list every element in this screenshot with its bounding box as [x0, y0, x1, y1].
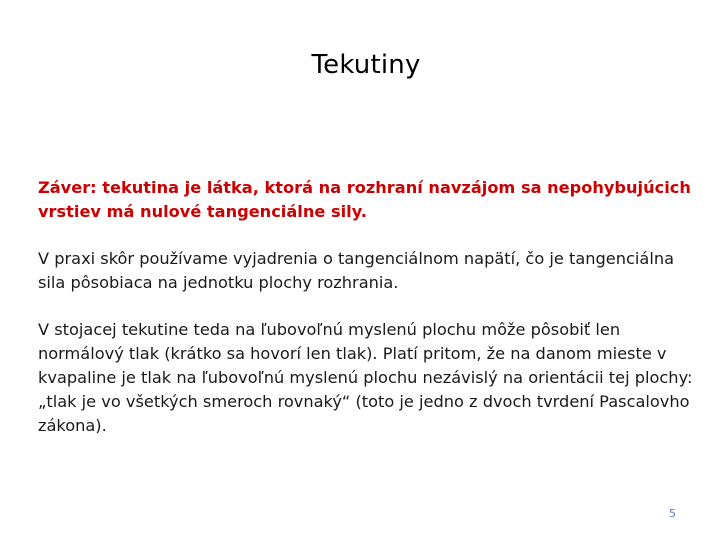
page-number: 5 — [669, 507, 676, 520]
paragraph-pascal-law: V stojacej tekutine teda na ľubovoľnú myslenú plochu môže pôsobiť len normálový tlak (krátko sa hovorí len tlak). Platí pritom, že na danom mieste v kvapaline je tlak na ľubovoľnú myslenú plochu nezávislý na orientácii tej plochy: „tlak je vo všetkých smeroch rovnaký“ (toto je jedno z dvoch tvrdení Pascalovho zákona). — [38, 320, 693, 435]
slide-content — [38, 176, 698, 461]
paragraph-tangential-stress: V praxi skôr používame vyjadrenia o tangenciálnom napätí, čo je tangenciálna sila pôsobiaca na jednotku plochy rozhrania. — [38, 249, 674, 292]
conclusion-text: Záver: tekutina je látka, ktorá na rozhraní navzájom sa nepohybujúcich vrstiev má nulové tangenciálne sily. — [38, 178, 691, 221]
slide-title: Tekutiny — [311, 50, 421, 80]
